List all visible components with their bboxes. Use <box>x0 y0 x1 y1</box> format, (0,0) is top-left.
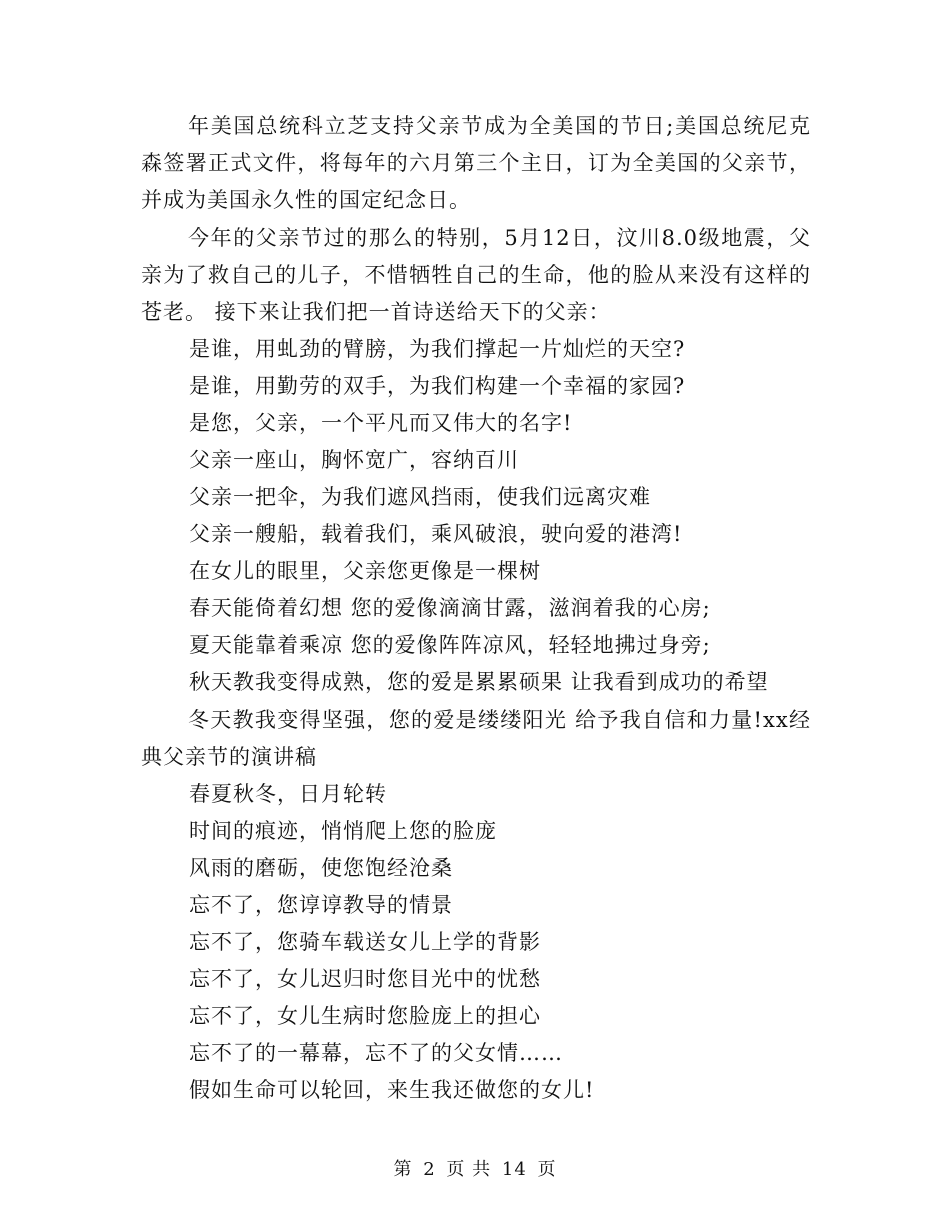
poem2-line: 春夏秋冬，日月轮转 <box>189 782 387 806</box>
poem-line: 父亲一把伞，为我们遮风挡雨，使我们远离灾难 <box>189 485 651 509</box>
poem-line: 是谁，用勤劳的双手，为我们构建一个幸福的家园? <box>189 374 686 398</box>
poem2-line: 忘不了的一幕幕，忘不了的父女情…… <box>189 1041 563 1065</box>
footer-prefix: 第 <box>393 1159 413 1180</box>
poem-line: 是您，父亲，一个平凡而又伟大的名字! <box>189 411 573 435</box>
poem-line: 春天能倚着幻想 您的爱像滴滴甘露，滋润着我的心房; <box>189 596 711 620</box>
poem2-line: 假如生命可以轮回，来生我还做您的女儿! <box>189 1078 595 1102</box>
poem2-line: 忘不了，女儿生病时您脸庞上的担心 <box>189 1004 541 1028</box>
paragraph-winter: 冬天教我变得坚强，您的爱是缕缕阳光 给予我自信和力量!xx经典父亲节的演讲稿 <box>141 708 811 770</box>
poem2-line: 忘不了，您骑车载送女儿上学的背影 <box>189 930 541 954</box>
poem-line: 在女儿的眼里，父亲您更像是一棵树 <box>189 559 541 583</box>
poem-line: 是谁，用虬劲的臂膀，为我们撑起一片灿烂的天空? <box>189 337 686 361</box>
poem-line: 夏天能靠着乘凉 您的爱像阵阵凉风，轻轻地拂过身旁; <box>189 633 711 657</box>
poem2-line: 忘不了，女儿迟归时您目光中的忧愁 <box>189 967 541 991</box>
poem2-line: 风雨的磨砺，使您饱经沧桑 <box>189 856 453 880</box>
footer-middle: 页 共 <box>446 1159 492 1180</box>
footer-total-pages: 14 <box>501 1159 527 1180</box>
paragraph-fathers-day-history: 年美国总统科立芝支持父亲节成为全美国的节日;美国总统尼克森签署正式文件，将每年的六月第三个主日，订为全美国的父亲节，并成为美国永久性的国定纪念日。 <box>141 114 811 213</box>
page-footer <box>0 1155 950 1181</box>
poem-line: 秋天教我变得成熟，您的爱是累累硕果 让我看到成功的希望 <box>189 670 769 694</box>
poem2-line: 时间的痕迹，悄悄爬上您的脸庞 <box>189 819 497 843</box>
footer-suffix: 页 <box>537 1159 557 1180</box>
paragraph-this-year: 今年的父亲节过的那么的特别，5月12日，汶川8.0级地震，父亲为了救自己的儿子，不惜牺牲自己的生命，他的脸从来没有这样的苍老。 接下来让我们把一首诗送给天下的父亲： <box>141 226 811 325</box>
poem-line: 父亲一座山，胸怀宽广，容纳百川 <box>189 448 519 472</box>
poem-line: 父亲一艘船，载着我们，乘风破浪，驶向爱的港湾! <box>189 522 683 546</box>
poem2-line: 忘不了，您谆谆教导的情景 <box>189 893 453 917</box>
footer-page-number: 2 <box>423 1159 436 1180</box>
